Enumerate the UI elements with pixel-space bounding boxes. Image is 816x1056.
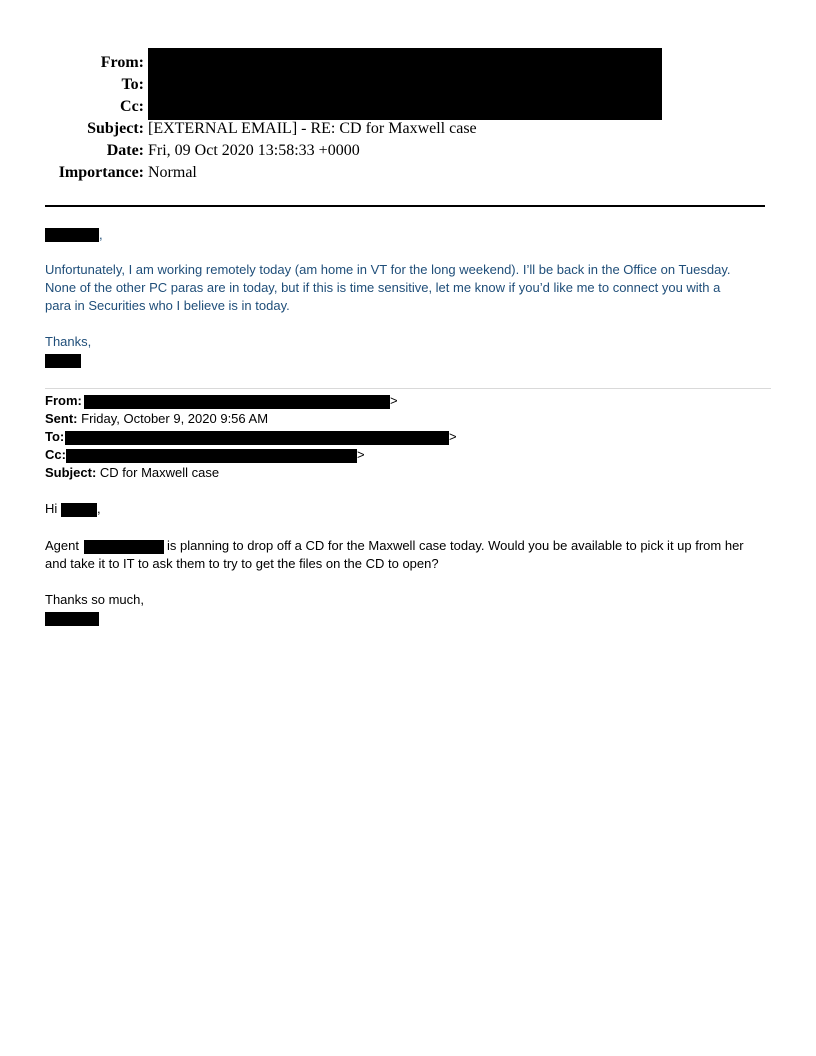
redacted-original-to bbox=[65, 431, 449, 445]
original-subject-value: CD for Maxwell case bbox=[99, 465, 220, 480]
header-importance-label: Importance: bbox=[58, 164, 144, 181]
original-line-1: is planning to drop off a CD for the Maxwell case today. Would you be available to pick it up from her bbox=[167, 538, 744, 553]
header-date-label: Date: bbox=[106, 142, 144, 159]
original-greeting-comma: , bbox=[97, 501, 101, 516]
header-subject-value: [EXTERNAL EMAIL] - RE: CD for Maxwell case bbox=[148, 120, 477, 137]
redacted-original-cc bbox=[66, 449, 357, 463]
header-date-value: Fri, 09 Oct 2020 13:58:33 +0000 bbox=[148, 142, 360, 159]
original-greeting: Hi bbox=[45, 501, 58, 516]
redacted-original-from bbox=[84, 395, 390, 409]
header-cc-label: Cc: bbox=[120, 98, 144, 115]
quoted-message-divider bbox=[45, 388, 771, 389]
original-line-2: and take it to IT to ask them to try to get the files on the CD to open? bbox=[45, 556, 439, 571]
original-from-label: From: bbox=[45, 393, 82, 408]
original-subject-row bbox=[45, 464, 219, 482]
original-sent-row bbox=[45, 410, 268, 428]
reply-line-3: para in Securities who I believe is in today. bbox=[45, 298, 290, 313]
reply-signoff: Thanks, bbox=[45, 334, 92, 349]
original-agent-word: Agent bbox=[45, 538, 79, 553]
original-sent-value: Friday, October 9, 2020 9:56 AM bbox=[81, 411, 269, 426]
header-importance-value: Normal bbox=[148, 164, 197, 181]
original-to-label: To: bbox=[45, 429, 65, 444]
original-cc-suffix: > bbox=[357, 447, 365, 462]
redacted-header-recipients bbox=[148, 48, 662, 120]
original-to-row bbox=[45, 428, 64, 446]
reply-line-2: None of the other PC paras are in today, but if this is time sensitive, let me know if you’d like me to connect you with a bbox=[45, 280, 721, 295]
original-sent-label: Sent: bbox=[45, 411, 78, 426]
header-from-label: From: bbox=[100, 54, 144, 71]
redacted-greeting-name bbox=[61, 503, 97, 517]
redacted-agent-name bbox=[84, 540, 164, 554]
redacted-original-signature bbox=[45, 612, 99, 626]
original-cc-row bbox=[45, 446, 66, 464]
original-to-suffix: > bbox=[449, 429, 457, 444]
original-from-suffix: > bbox=[390, 393, 398, 408]
original-subject-label: Subject: bbox=[45, 465, 97, 480]
header-divider bbox=[45, 205, 765, 207]
original-from-row bbox=[45, 392, 82, 410]
redacted-sender-signature bbox=[45, 354, 81, 368]
redacted-recipient-name bbox=[45, 228, 99, 242]
original-cc-label: Cc: bbox=[45, 447, 66, 462]
reply-line-1: Unfortunately, I am working remotely today (am home in VT for the long weekend). I’ll be back in the Office on Tuesday. bbox=[45, 262, 731, 277]
reply-greeting-comma: , bbox=[99, 227, 103, 242]
header-to-label: To: bbox=[121, 76, 144, 93]
original-signoff: Thanks so much, bbox=[45, 592, 144, 607]
header-subject-label: Subject: bbox=[87, 120, 144, 137]
